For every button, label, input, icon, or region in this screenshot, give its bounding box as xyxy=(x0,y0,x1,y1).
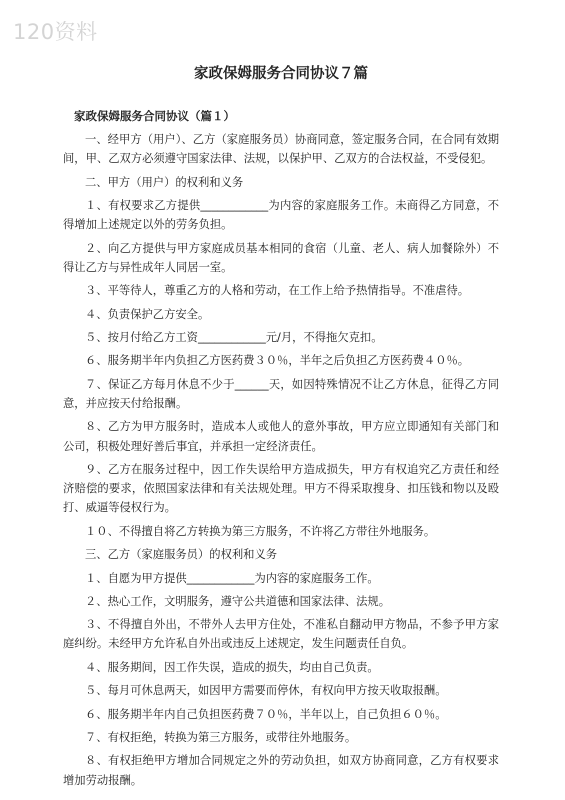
paragraph-heading-party-a: 二、甲方（用户）的权利和义务 xyxy=(85,175,244,189)
watermark-logo-text: 120资料 xyxy=(13,20,98,44)
paragraph-intro: 一、经甲方（用户）、乙方（家庭服务员）协商同意，签定服务合同，在合同有效期间，甲、乙双方必须遵守国家法律、法规，以保护甲、乙双方的合法权益，不受侵犯。 xyxy=(63,133,499,166)
paragraph-b-3: ３、不得擅自外出，不带外人去甲方住处，不准私自翻动甲方物品，不参予甲方家庭纠纷。未经甲方允许私自外出或违反上述规定，发生问题责任自负。 xyxy=(63,618,499,651)
paragraph-b-1: １、自愿为甲方提供____________为内容的家庭服务工作。 xyxy=(85,571,379,585)
paragraph-b-7: ７、有权拒绝，转换为第三方服务，或带往外地服务。 xyxy=(85,731,357,745)
paragraph-list xyxy=(63,130,499,790)
paragraph-a-10: １０、不得擅自将乙方转换为第三方服务，不许将乙方带往外地服务。 xyxy=(85,524,436,538)
paragraph-a-5: ５、按月付给乙方工资____________元/月，不得拖欠克扣。 xyxy=(85,330,383,344)
paragraph-a-9: ９、乙方在服务过程中，因工作失误给甲方造成损失，甲方有权追究乙方责任和经济赔偿的要求，依照国家法律和有关法规处理。甲方不得采取搜身、扣压钱和物以及殴打、威逼等侵权行为。 xyxy=(63,462,499,515)
section-subtitle: 家政保姆服务合同协议（篇１） xyxy=(74,109,235,123)
paragraph-a-3: ３、平等待人，尊重乙方的人格和劳动，在工作上给予热情指导。不准虐待。 xyxy=(85,284,470,298)
paragraph-a-1: １、有权要求乙方提供____________为内容的家庭服务工作。未商得乙方同意，不得增加上述规定以外的劳务负担。 xyxy=(63,198,499,232)
document-body xyxy=(63,64,499,794)
paragraph-b-5: ５、每月可休息两天，如因甲方需要而停休，有权向甲方按天收取报酬。 xyxy=(85,684,447,698)
paragraph-a-7: ７、保证乙方每月休息不少于______天，如因特殊情况不让乙方休息，征得乙方同意，并应按天付给报酬。 xyxy=(63,377,499,410)
paragraph-b-6: ６、服务期半年内自己负担医药费７０％，半年以上，自己负担６０％。 xyxy=(85,707,447,721)
paragraph-b-8: ８、有权拒绝甲方增加合同规定之外的劳动负担，如双方协商同意，乙方有权要求增加劳动报酬。 xyxy=(63,754,499,787)
document-title: 家政保姆服务合同协议７篇 xyxy=(194,66,368,82)
paragraph-a-8: ８、乙方为甲方服务时，造成本人或他人的意外事故，甲方应立即通知有关部门和公司，积极处理好善后事宜，并承担一定经济责任。 xyxy=(63,420,499,453)
paragraph-a-6: ６、服务期半年内负担乙方医药费３０％，半年之后负担乙方医药费４０％。 xyxy=(85,354,470,368)
paragraph-heading-party-b: 三、乙方（家庭服务员）的权利和义务 xyxy=(85,548,278,562)
paragraph-b-2: ２、热心工作，文明服务，遵守公共道德和国家法律、法规。 xyxy=(85,594,391,608)
paragraph-b-4: ４、服务期间，因工作失误，造成的损失，均由自己负责。 xyxy=(85,660,379,674)
paragraph-a-4: ４、负责保护乙方安全。 xyxy=(85,307,210,321)
paragraph-a-2: ２、向乙方提供与甲方家庭成员基本相同的食宿（儿童、老人、病人加餐除外）不得让乙方与异性成年人同居一室。 xyxy=(63,241,499,274)
